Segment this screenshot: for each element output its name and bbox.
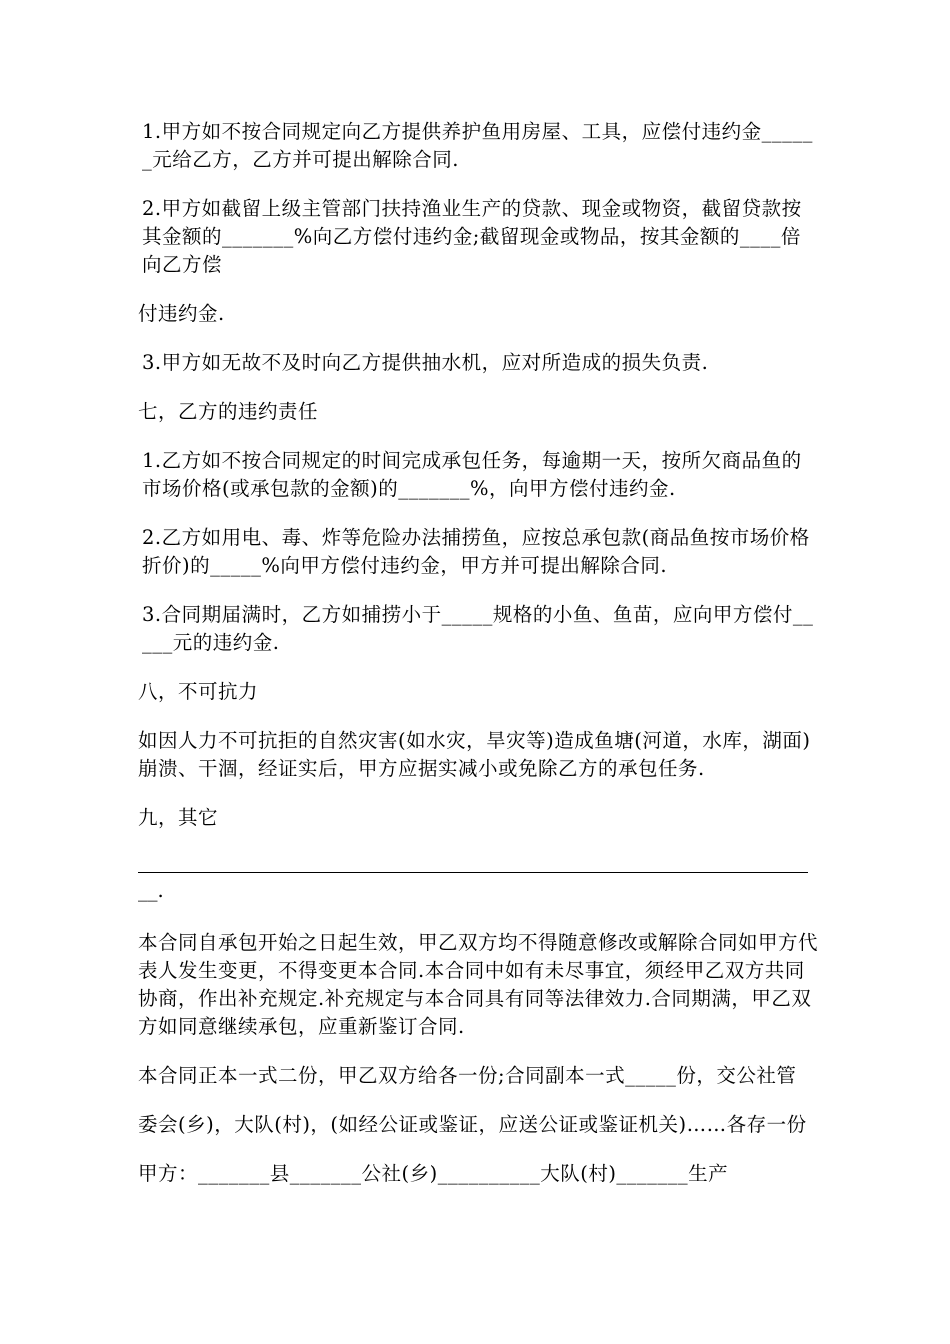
- blank-fill-line-tail: __.: [138, 879, 164, 902]
- clause-jia-1: 1.甲方如不按合同规定向乙方提供养护鱼用房屋、工具，应偿付违约金______元给乙方，乙方并可提出解除合同.: [142, 120, 813, 171]
- clause-yi-1: 1.乙方如不按合同规定的时间完成承包任务，每逾期一天，按所欠商品鱼的市场价格(或承包款的金额)的_______%，向甲方偿付违约金.: [142, 449, 802, 500]
- party-jia-signature-line: 甲方：_______县_______公社(乡)__________大队(村)_______生产: [138, 1162, 729, 1185]
- clause-yi-3: 3.合同期届满时，乙方如捕捞小于_____规格的小鱼、鱼苗，应向甲方偿付_____元的违约金.: [142, 603, 814, 654]
- section-heading-force-majeure: 八，不可抗力: [138, 680, 259, 703]
- section-heading-other: 九，其它: [138, 806, 219, 829]
- clause-jia-2-continued: 付违约金.: [138, 302, 225, 325]
- copies-clause: 本合同正本一式二份，甲乙双方给各一份;合同副本一式_____份，交公社管: [138, 1064, 797, 1087]
- force-majeure-text: 如因人力不可抗拒的自然灾害(如水灾，旱灾等)造成鱼塘(河道，水库，湖面)崩溃、干涸，经证实后，甲方应据实减小或免除乙方的承包任务.: [138, 729, 811, 780]
- clause-jia-3: 3.甲方如无故不及时向乙方提供抽水机，应对所造成的损失负责.: [142, 351, 709, 374]
- section-heading-yi-liability: 七，乙方的违约责任: [138, 400, 319, 423]
- effective-clause: 本合同自承包开始之日起生效，甲乙双方均不得随意修改或解除合同如甲方代表人发生变更，不得变更本合同.本合同中如有未尽事宜，须经甲乙双方共同协商，作出补充规定.补充规定与本合同具有同等法律效力.合同期满，甲乙双方如同意继续承包，应重新鉴订合同.: [138, 931, 819, 1038]
- blank-fill-line: [138, 872, 808, 873]
- copies-clause-continued: 委会(乡)，大队(村)，(如经公证或鉴证，应送公证或鉴证机关)……各存一份: [138, 1113, 807, 1136]
- document-page: [138, 118, 820, 1209]
- clause-yi-2: 2.乙方如用电、毒、炸等危险办法捕捞鱼，应按总承包款(商品鱼按市场价格折价)的_____%向甲方偿付违约金，甲方并可提出解除合同.: [142, 526, 810, 577]
- clause-jia-2: 2.甲方如截留上级主管部门扶持渔业生产的贷款、现金或物资，截留贷款按其金额的_______%向乙方偿付违约金;截留现金或物品，按其金额的____倍向乙方偿: [142, 197, 802, 276]
